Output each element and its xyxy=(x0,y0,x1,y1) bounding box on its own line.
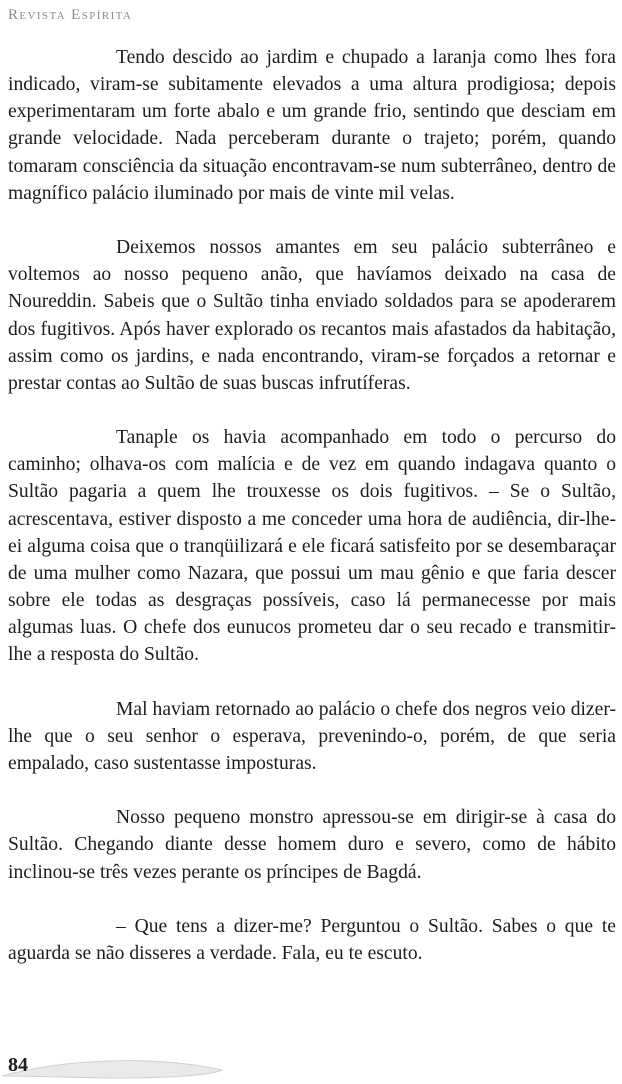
paragraph: – Que tens a dizer-me? Perguntou o Sultão. Sabes o que te aguarda se não disseres a verdade. Fala, eu te escuto. xyxy=(8,915,616,965)
paragraph: Tanaple os havia acompanhado em todo o percurso do caminho; olhava-os com malícia e de vez em quando indagava quanto o Sultão pagaria a quem lhe trouxesse os dois fugitivos. – Se o Sultão, acrescentava, estiver disposto a me conceder uma hora de audiência, dir-lhe-ei alguma coisa que o tranqüilizará e ele ficará satisfeito por se desembaraçar de uma mulher como Nazara, que possui um mau gênio e que faria descer sobre ele todas as desgraças possíveis, caso lá permanecesse por mais algumas luas. O chefe dos eunucos prometeu dar o seu recado e transmitir-lhe a resposta do Sultão. xyxy=(8,427,616,666)
paragraph: Deixemos nossos amantes em seu palácio subterrâneo e voltemos ao nosso pequeno anão, que havíamos deixado na casa de Noureddin. Sabeis que o Sultão tinha enviado soldados para se apoderarem dos fugitivos. Após haver explorado os recantos mais afastados da habitação, assim como os jardins, e nada encontrando, viram-se forçados a retornar e prestar contas ao Sultão de suas buscas infrutíferas. xyxy=(8,237,616,394)
footer-swoosh-ornament xyxy=(0,1040,240,1084)
running-head: Revista Espírita xyxy=(8,7,133,23)
body-text xyxy=(8,44,616,967)
paragraph: Nosso pequeno monstro apressou-se em dirigir-se à casa do Sultão. Chegando diante desse homem duro e severo, como de hábito inclinou-se três vezes perante os príncipes de Bagdá. xyxy=(8,807,616,883)
paragraph: Mal haviam retornado ao palácio o chefe dos negros veio dizer-lhe que o seu senhor o esperava, prevenindo-o, porém, de que seria empalado, caso sustentasse imposturas. xyxy=(8,698,616,775)
paragraph: Tendo descido ao jardim e chupado a laranja como lhes fora indicado, viram-se subitamente elevados a uma altura prodigiosa; depois experimentaram um forte abalo e um grande frio, sentindo que desciam em grande velocidade. Nada perceberam durante o trajeto; porém, quando tomaram consciência da situação encontravam-se num subterrâneo, dentro de magnífico palácio iluminado por mais de vinte mil velas. xyxy=(8,47,616,204)
page-number: 84 xyxy=(8,1054,28,1076)
